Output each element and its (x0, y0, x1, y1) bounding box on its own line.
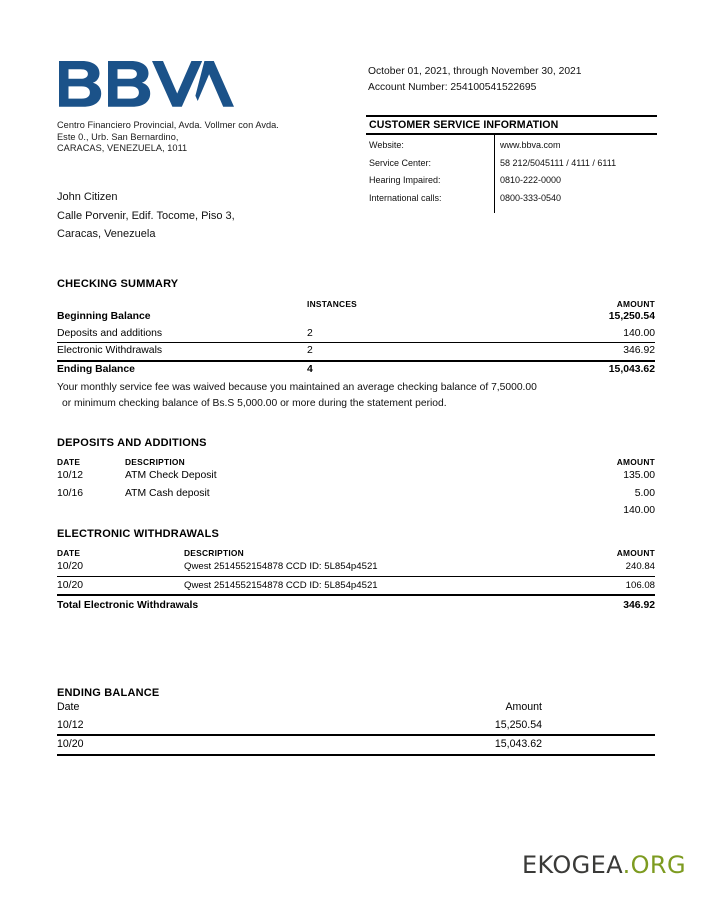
ending-balance-section (57, 687, 655, 756)
customer-service-value: 0810-222-0000 (500, 175, 562, 185)
checking-summary-row-deposits (57, 326, 655, 344)
deposits-title: DEPOSITS AND ADDITIONS (57, 437, 207, 449)
deposit-description: ATM Cash deposit (125, 487, 210, 499)
service-fee-note-line-1: Your monthly service fee was waived because you maintained an average checking balance of 7,5000.00 (57, 382, 537, 393)
checking-summary-header-row (57, 299, 655, 309)
ending-balance-amount: 15,043.62 (494, 738, 542, 750)
customer-service-label: Website: (369, 140, 404, 150)
ekogea-watermark (522, 851, 686, 879)
deposits-header-row (57, 457, 655, 467)
checking-summary-row-ending-balance (57, 362, 655, 379)
statement-meta (368, 64, 582, 95)
table-row (57, 485, 655, 503)
deposits-header-date: DATE (57, 457, 81, 467)
customer-service-row (366, 172, 657, 190)
row-label: Beginning Balance (57, 311, 151, 322)
ending-balance-header-date: Date (57, 701, 80, 713)
table-row (57, 717, 655, 737)
recipient-address-line-2: Caracas, Venezuela (57, 228, 156, 241)
row-instances: 4 (307, 363, 313, 375)
row-amount: 346.92 (623, 345, 655, 356)
withdrawal-amount: 106.08 (625, 579, 655, 591)
row-instances: 2 (307, 327, 313, 339)
deposit-amount: 135.00 (623, 470, 655, 481)
withdrawal-date: 10/20 (57, 579, 84, 591)
withdrawal-amount: 240.84 (625, 561, 655, 572)
bank-address-line-3: CARACAS, VENEZUELA, 1011 (57, 143, 188, 154)
customer-service-divider (494, 135, 495, 213)
withdrawals-total-amount: 346.92 (623, 600, 655, 611)
withdrawals-title: ELECTRONIC WITHDRAWALS (57, 528, 220, 540)
deposits-total-row (57, 502, 655, 520)
withdrawals-total-label: Total Electronic Withdrawals (57, 600, 199, 611)
withdrawal-description: Qwest 2514552154878 CCD ID: 5L854p4521 (184, 579, 378, 591)
checking-summary-header-instances: INSTANCES (307, 299, 358, 309)
customer-service-row (366, 190, 657, 208)
bank-address (57, 120, 327, 155)
customer-service-title: CUSTOMER SERVICE INFORMATION (366, 115, 657, 135)
customer-service-row (366, 137, 657, 155)
ending-balance-header-amount: Amount (505, 701, 542, 713)
statement-period: October 01, 2021, through November 30, 2021 (368, 66, 582, 77)
customer-service-row (366, 155, 657, 173)
ending-balance-date: 10/12 (57, 718, 84, 731)
bank-address-line-2: Este 0., Urb. San Bernardino, (57, 131, 179, 142)
table-row (57, 467, 655, 485)
customer-service-value: www.bbva.com (500, 140, 561, 150)
withdrawals-header-row (57, 548, 655, 558)
withdrawals-header-description: DESCRIPTION (184, 548, 244, 558)
row-amount: 140.00 (623, 327, 655, 339)
checking-summary-title: CHECKING SUMMARY (57, 278, 179, 290)
deposits-section (57, 437, 655, 520)
ending-balance-date: 10/20 (57, 738, 84, 750)
customer-service-rows (366, 135, 657, 207)
withdrawals-section (57, 528, 655, 614)
recipient-name: John Citizen (57, 191, 118, 203)
checking-summary-section (57, 278, 655, 412)
ending-balance-amount: 15,250.54 (494, 718, 542, 731)
deposits-header-description: DESCRIPTION (125, 457, 185, 467)
row-label: Deposits and additions (57, 327, 163, 339)
recipient-address-line-1: Calle Porvenir, Edif. Tocome, Piso 3, (57, 209, 235, 222)
checking-summary-row-withdrawals (57, 343, 655, 362)
ending-balance-title: ENDING BALANCE (57, 687, 160, 699)
row-instances: 2 (307, 345, 313, 356)
customer-service-value: 0800-333-0540 (500, 192, 562, 203)
row-amount: 15,043.62 (608, 363, 655, 375)
customer-service-label: International calls: (369, 192, 442, 203)
ending-balance-header-row (57, 699, 655, 717)
table-row (57, 736, 655, 756)
deposit-amount: 5.00 (634, 487, 655, 499)
checking-summary-header-blank (57, 299, 307, 309)
withdrawals-total-row (57, 596, 655, 614)
checking-summary-header-amount: AMOUNT (616, 299, 655, 309)
deposit-date: 10/12 (57, 470, 84, 481)
bank-address-line-1: Centro Financiero Provincial, Avda. Vollmer con Avda. (57, 120, 279, 130)
withdrawal-description: Qwest 2514552154878 CCD ID: 5L854p4521 (184, 561, 378, 572)
withdrawals-header-amount: AMOUNT (616, 548, 655, 558)
table-row (57, 558, 655, 577)
customer-service-box (366, 115, 657, 207)
deposit-date: 10/16 (57, 487, 84, 499)
account-number: Account Number: 254100541522695 (368, 81, 537, 93)
withdrawal-date: 10/20 (57, 561, 84, 572)
service-fee-note-line-2: or minimum checking balance of Bs.S 5,000.00 or more during the statement period. (62, 397, 447, 409)
row-label: Electronic Withdrawals (57, 345, 163, 356)
deposit-description: ATM Check Deposit (125, 470, 217, 481)
deposits-header-amount: AMOUNT (616, 457, 655, 467)
withdrawals-header-date: DATE (57, 548, 81, 558)
bbva-logo (57, 60, 237, 112)
row-amount: 15,250.54 (608, 311, 655, 322)
customer-service-label: Hearing Impaired: (369, 175, 441, 185)
deposits-total-amount: 140.00 (623, 505, 655, 516)
recipient-address (57, 188, 235, 244)
customer-service-value: 58 212/5045111 / 4111 / 6111 (500, 157, 617, 168)
service-fee-note (57, 380, 655, 412)
customer-service-label: Service Center: (369, 157, 432, 168)
watermark-text-dark: EKOGEA (521, 851, 623, 879)
table-row (57, 577, 655, 597)
watermark-text-green: .ORG (622, 851, 686, 879)
checking-summary-row-beginning-balance (57, 309, 655, 326)
row-label: Ending Balance (57, 363, 135, 375)
